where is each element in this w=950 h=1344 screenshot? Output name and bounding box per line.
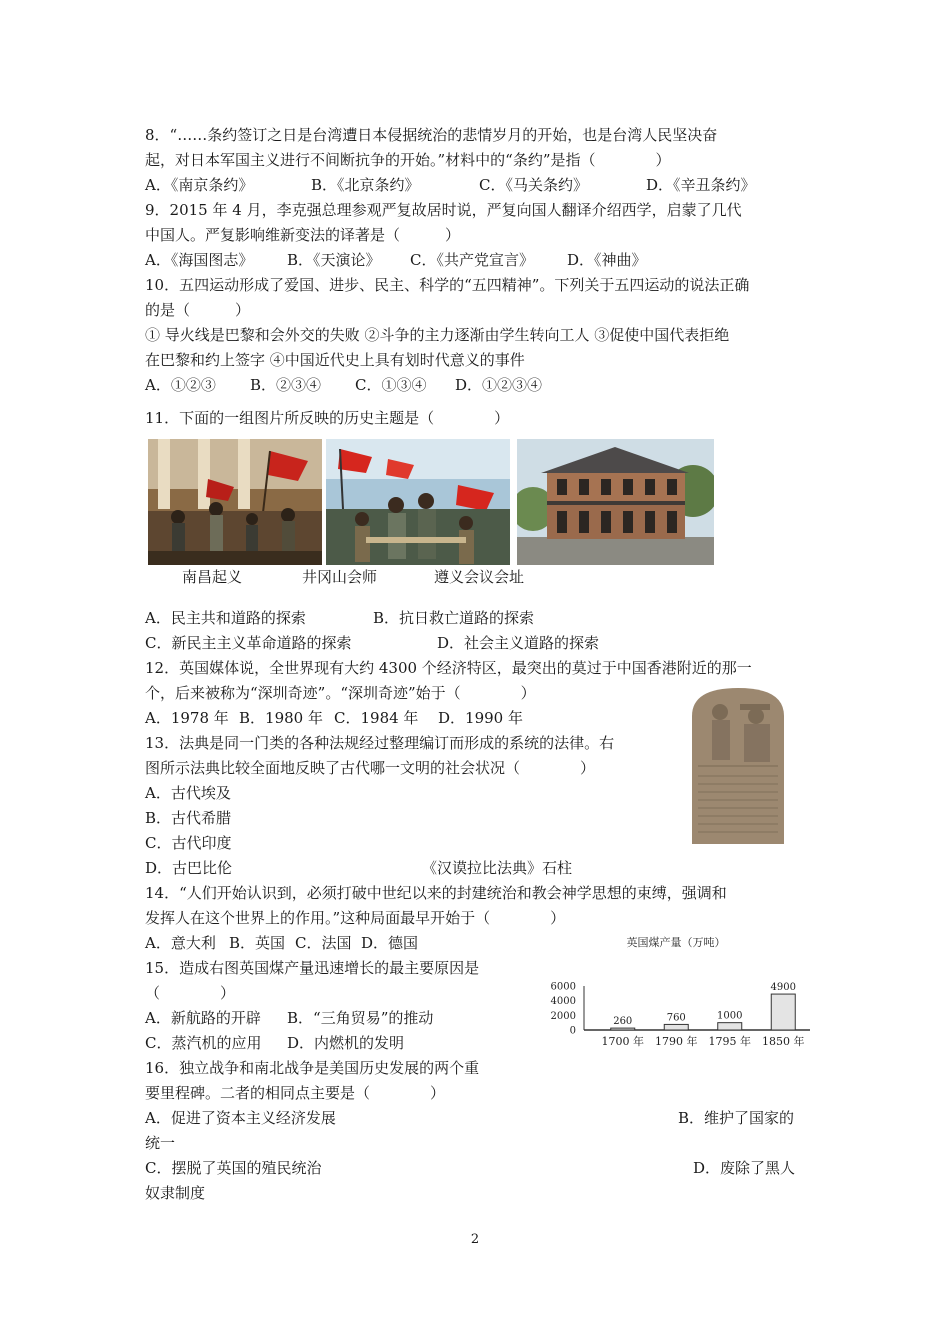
q8-stem-line1: 8．“……条约签订之日是台湾遭日本侵据统治的悲情岁月的开始，也是台湾人民坚决奋 <box>145 126 718 144</box>
q10-option-a: A．①②③ <box>145 376 216 394</box>
q16-stem-line1: 16．独立战争和南北战争是美国历史发展的两个重 <box>145 1059 480 1077</box>
q16-option-c: C．摆脱了英国的殖民统治 <box>145 1159 322 1177</box>
q10-option-d: D．①②③④ <box>455 376 543 394</box>
q13-stem-line2: 图所示法典比较全面地反映了古代哪一文明的社会状况（ ） <box>145 759 596 777</box>
q16-option-b: B．维护了国家的 <box>678 1109 795 1127</box>
q12-stem-line2: 个，后来被称为“深圳奇迹”。“深圳奇迹”始于（ ） <box>145 684 536 702</box>
bar-1 <box>664 1024 688 1030</box>
y-tick-label-3: 6000 <box>550 981 576 993</box>
bar-3 <box>771 994 795 1030</box>
q16-stem-line2: 要里程碑。二者的相同点主要是（ ） <box>145 1084 446 1102</box>
q15-option-a: A．新航路的开辟 <box>145 1009 261 1027</box>
x-tick-label-0: 1700 年 <box>601 1035 644 1048</box>
q12-stem-line1: 12．英国媒体说，全世界现有大约 4300 个经济特区，最突出的莫过于中国香港附近的那一 <box>145 659 752 677</box>
q13-option-c: C．古代印度 <box>145 834 232 852</box>
q10-stem-line2: 的是（ ） <box>145 301 251 319</box>
chart-title: 英国煤产量（万吨） <box>626 936 726 949</box>
bar-value-label-3: 4900 <box>770 982 796 994</box>
q8-option-c: C．《马关条约》 <box>479 176 588 194</box>
q14-option-b: B．英国 <box>229 934 286 952</box>
page-number: 2 <box>470 1232 480 1247</box>
nanchang-uprising-image <box>148 439 322 565</box>
q16-option-b-continued: 统一 <box>145 1134 176 1152</box>
q14-option-a: A．意大利 <box>145 934 216 952</box>
q10-stem-line4: 在巴黎和约上签字 ④中国近代史上具有划时代意义的事件 <box>145 351 525 369</box>
q12-option-d: D．1990 年 <box>438 709 523 727</box>
q11-option-b: B．抗日救亡道路的探索 <box>373 609 535 627</box>
q13-stem-line1: 13．法典是同一门类的各种法规经过整理编订而形成的系统的法律。右 <box>145 734 615 752</box>
q14-option-d: D．德国 <box>361 934 419 952</box>
caption-zunyi: 遵义会议会址 <box>434 568 525 586</box>
q13-option-b: B．古代希腊 <box>145 809 232 827</box>
q12-option-c: C．1984 年 <box>334 709 419 727</box>
q14-stem-line2: 发挥人在这个世界上的作用。”这种局面最早开始于（ ） <box>145 909 566 927</box>
q8-option-b: B．《北京条约》 <box>311 176 420 194</box>
q9-stem-line1: 9．2015 年 4 月，李克强总理参观严复故居时说，严复向国人翻译介绍西学，启蒙了几代 <box>145 201 742 219</box>
q10-option-b: B．②③④ <box>250 376 322 394</box>
q15-option-c: C．蒸汽机的应用 <box>145 1034 262 1052</box>
q15-option-b: B．“三角贸易”的推动 <box>287 1009 434 1027</box>
q9-option-a: A．《海国图志》 <box>145 251 254 269</box>
bar-value-label-2: 1000 <box>717 1010 743 1022</box>
q16-option-d: D．废除了黑人 <box>693 1159 796 1177</box>
q9-option-c: C．《共产党宣言》 <box>410 251 534 269</box>
q16-option-d-continued: 奴隶制度 <box>145 1184 206 1202</box>
q8-stem-line2: 起，对日本军国主义进行不间断抗争的开始。”材料中的“条约”是指（ ） <box>145 151 671 169</box>
x-tick-label-1: 1790 年 <box>655 1035 698 1048</box>
q12-option-b: B．1980 年 <box>239 709 323 727</box>
q10-stem-line1: 10．五四运动形成了爱国、进步、民主、科学的“五四精神”。下列关于五四运动的说法正确 <box>145 276 750 294</box>
q8-option-d: D．《辛丑条约》 <box>646 176 756 194</box>
q10-stem-line3: ① 导火线是巴黎和会外交的失败 ②斗争的主力逐渐由学生转向工人 ③促使中国代表拒绝 <box>145 326 730 344</box>
q12-option-a: A．1978 年 <box>145 709 229 727</box>
q9-stem-line2: 中国人。严复影响维新变法的译著是（ ） <box>145 226 461 244</box>
q14-option-c: C．法国 <box>295 934 352 952</box>
x-tick-label-3: 1850 年 <box>762 1035 805 1048</box>
q15-option-d: D．内燃机的发明 <box>287 1034 405 1052</box>
bar-value-label-1: 760 <box>666 1012 686 1024</box>
q14-stem-line1: 14．“人们开始认识到，必须打破中世纪以来的封建统治和教会神学思想的束缚，强调和 <box>145 884 727 902</box>
caption-jinggangshan: 井冈山会师 <box>302 568 378 586</box>
x-tick-label-2: 1795 年 <box>708 1035 751 1048</box>
q15-stem-line2: （ ） <box>145 984 236 1002</box>
bar-value-label-0: 260 <box>613 1016 633 1028</box>
coal-output-chart <box>548 930 816 1055</box>
zunyi-meeting-site-image <box>517 439 714 565</box>
y-tick-label-1: 2000 <box>550 1010 576 1022</box>
q8-option-a: A．《南京条约》 <box>145 176 254 194</box>
caption-nanchang: 南昌起义 <box>182 568 243 586</box>
jinggangshan-meeting-image <box>326 439 510 565</box>
q11-option-a: A．民主共和道路的探索 <box>145 609 306 627</box>
q13-option-d: D．古巴比伦 <box>145 859 233 877</box>
q11-stem-line1: 11．下面的一组图片所反映的历史主题是（ ） <box>145 409 510 427</box>
q11-option-c: C．新民主主义革命道路的探索 <box>145 634 352 652</box>
q15-stem-line1: 15．造成右图英国煤产量迅速增长的最主要原因是 <box>145 959 480 977</box>
q16-option-a: A．促进了资本主义经济发展 <box>145 1109 336 1127</box>
q9-option-b: B．《天演论》 <box>287 251 381 269</box>
q13-option-a: A．古代埃及 <box>145 784 231 802</box>
bar-2 <box>718 1023 742 1030</box>
bar-0 <box>611 1028 635 1030</box>
hammurabi-stele-image <box>686 686 790 844</box>
y-tick-label-0: 0 <box>569 1025 576 1037</box>
q9-option-d: D．《神曲》 <box>567 251 647 269</box>
q11-option-d: D．社会主义道路的探索 <box>437 634 600 652</box>
hammurabi-caption: 《汉谟拉比法典》石柱 <box>422 859 573 877</box>
y-tick-label-2: 4000 <box>550 996 576 1008</box>
q10-option-c: C．①③④ <box>355 376 427 394</box>
